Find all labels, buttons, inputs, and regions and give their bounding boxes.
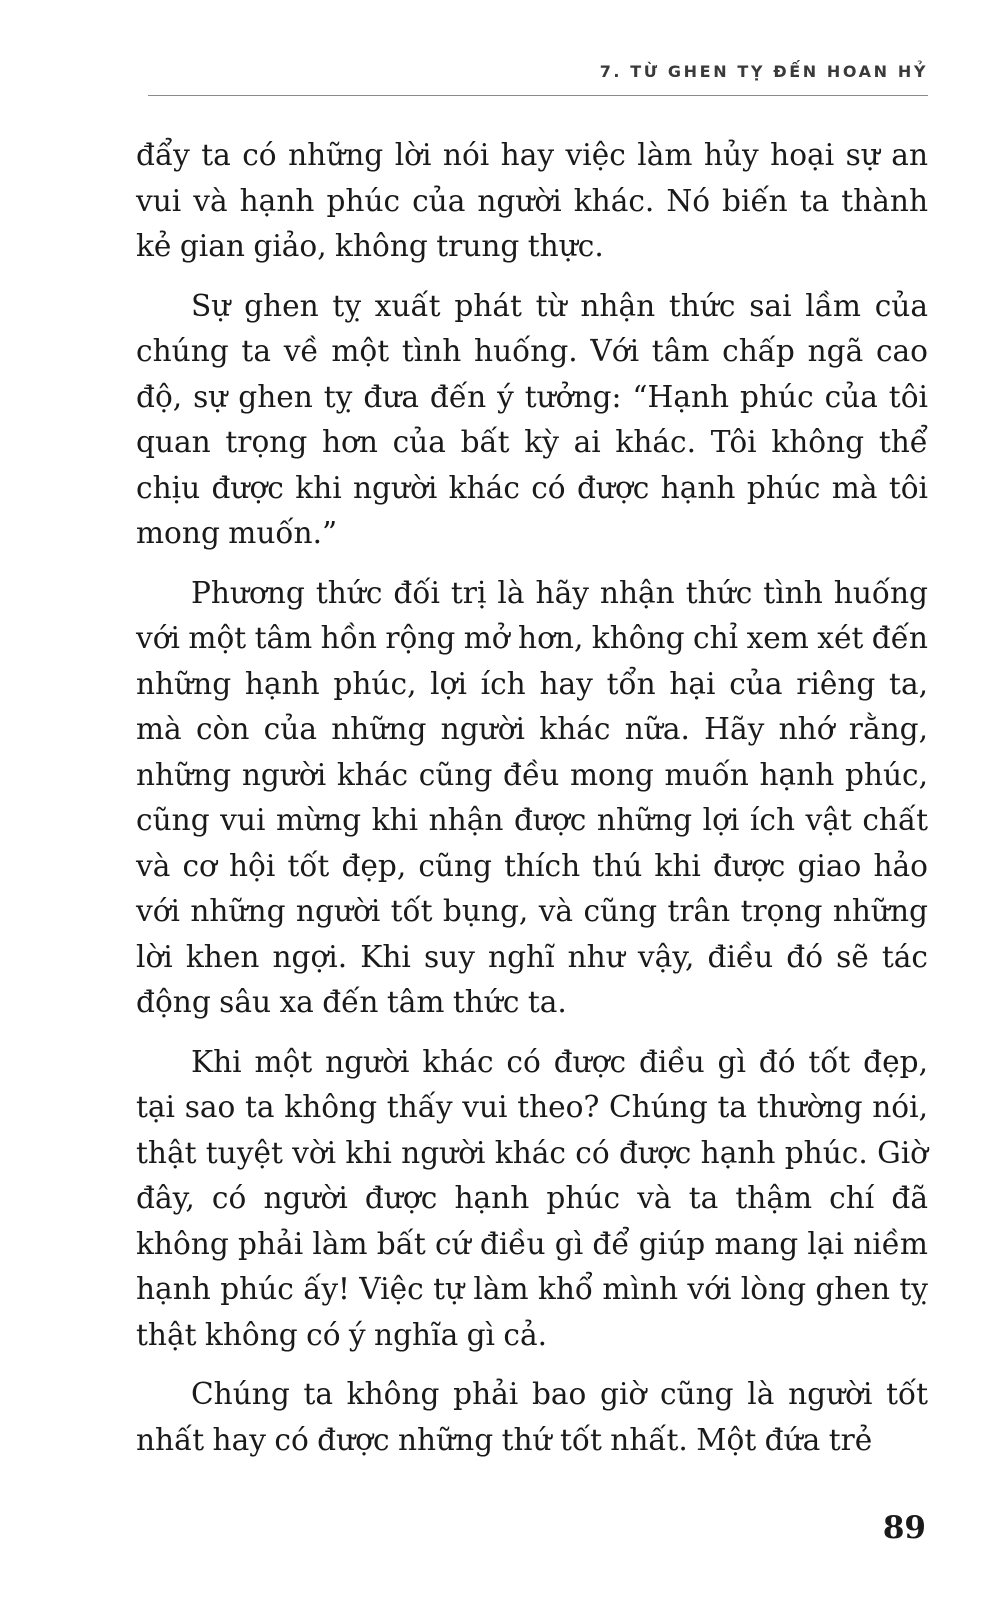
header-divider [148,95,928,96]
paragraph-continuation: đẩy ta có những lời nói hay việc làm hủy hoại sự an vui và hạnh phúc của người khác. Nó biến ta thành kẻ gian giảo, không trung thực. [136,138,928,263]
paragraph: Khi một người khác có được điều gì đó tốt đẹp, tại sao ta không thấy vui theo? Chúng ta thường nói, thật tuyệt vời khi người khác có được hạnh phúc. Giờ đây, có người được hạnh phúc và ta thậm chí đã không phải làm bất cứ điều gì để giúp mang lại niềm hạnh phúc ấy! Việc tự làm khổ mình với lòng ghen tỵ thật không có ý nghĩa gì cả. [136,1044,928,1352]
paragraph: Phương thức đối trị là hãy nhận thức tình huống với một tâm hồn rộng mở hơn, không chỉ xem xét đến những hạnh phúc, lợi ích hay tổn hại của riêng ta, mà còn của những người khác nữa. Hãy nhớ rằng, những người khác cũng đều mong muốn hạnh phúc, cũng vui mừng khi nhận được những lợi ích vật chất và cơ hội tốt đẹp, cũng thích thú khi được giao hảo với những người tốt bụng, và cũng trân trọng những lời khen ngợi. Khi suy nghĩ như vậy, điều đó sẽ tác động sâu xa đến tâm thức ta. [136,575,928,1019]
page-number: 89 [882,1510,926,1546]
paragraph: Chúng ta không phải bao giờ cũng là người tốt nhất hay có được những thứ tốt nhất. Một đứa trẻ [136,1377,928,1457]
body-text [136,133,928,1477]
paragraph: Sự ghen tỵ xuất phát từ nhận thức sai lầm của chúng ta về một tình huống. Với tâm chấp ngã cao độ, sự ghen tỵ đưa đến ý tưởng: “Hạnh phúc của tôi quan trọng hơn của bất kỳ ai khác. Tôi không thể chịu được khi người khác có được hạnh phúc mà tôi mong muốn.” [136,288,928,550]
running-header: 7. TỪ GHEN TỴ ĐẾN HOAN HỶ [599,62,928,81]
